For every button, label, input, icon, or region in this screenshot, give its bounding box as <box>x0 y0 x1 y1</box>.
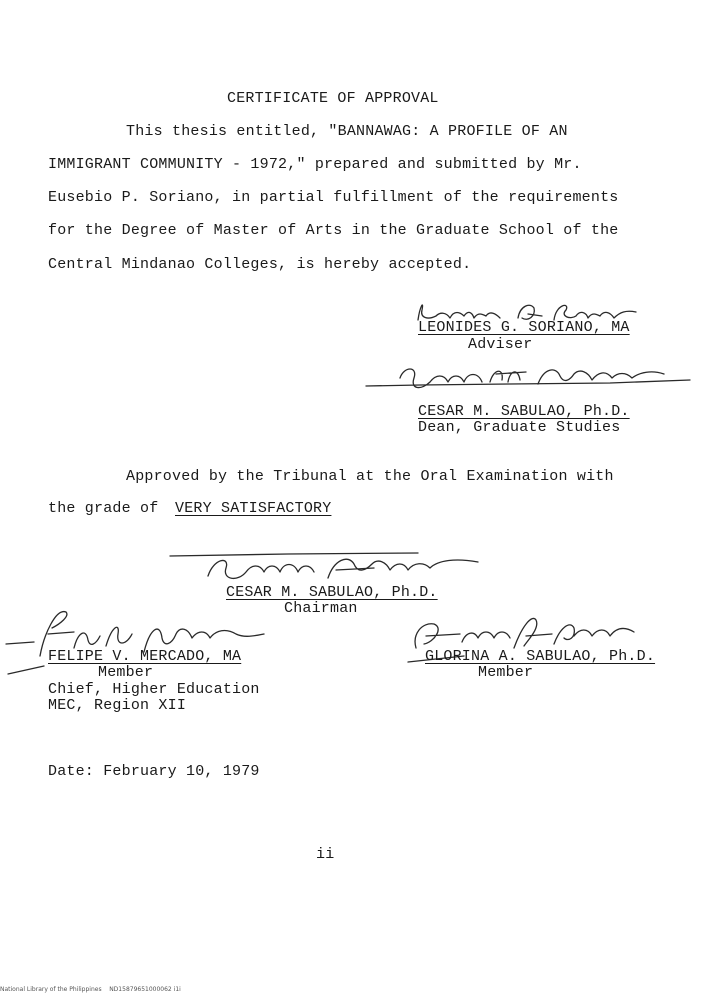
member-left-title-2: MEC, Region XII <box>48 697 187 714</box>
member-left-title-1: Chief, Higher Education <box>48 681 260 698</box>
chairman-name: CESAR M. SABULAO, Ph.D. <box>226 584 438 601</box>
member-right-role: Member <box>478 664 534 681</box>
member-left-role: Member <box>98 664 154 681</box>
certificate-title: CERTIFICATE OF APPROVAL <box>227 90 439 107</box>
adviser-name: LEONIDES G. SORIANO, MA <box>418 319 630 336</box>
approval-grade: VERY SATISFACTORY <box>175 500 332 517</box>
body-line-3: Eusebio P. Soriano, in partial fulfillment of the requirements <box>48 189 619 206</box>
body-line-5: Central Mindanao Colleges, is hereby accepted. <box>48 256 472 273</box>
dean-role: Dean, Graduate Studies <box>418 419 621 436</box>
body-line-4: for the Degree of Master of Arts in the Graduate School of the <box>48 222 619 239</box>
adviser-role: Adviser <box>468 336 533 353</box>
approval-line-1: Approved by the Tribunal at the Oral Examination with <box>126 468 614 485</box>
chairman-role: Chairman <box>284 600 358 617</box>
approval-date: Date: February 10, 1979 <box>48 763 260 780</box>
dean-signature <box>360 360 700 404</box>
member-left-name: FELIPE V. MERCADO, MA <box>48 648 242 665</box>
dean-name: CESAR M. SABULAO, Ph.D. <box>418 403 630 420</box>
page-number: ii <box>316 846 335 863</box>
body-line-1: This thesis entitled, "BANNAWAG: A PROFILE OF AN <box>126 123 568 140</box>
scan-footer: National Library of the Philippines ND15879651000062 i1i <box>0 986 181 993</box>
member-right-name: GLORINA A. SABULAO, Ph.D. <box>425 648 656 665</box>
approval-line-2-prefix: the grade of <box>48 500 159 517</box>
body-line-2: IMMIGRANT COMMUNITY - 1972," prepared and submitted by Mr. <box>48 156 582 173</box>
